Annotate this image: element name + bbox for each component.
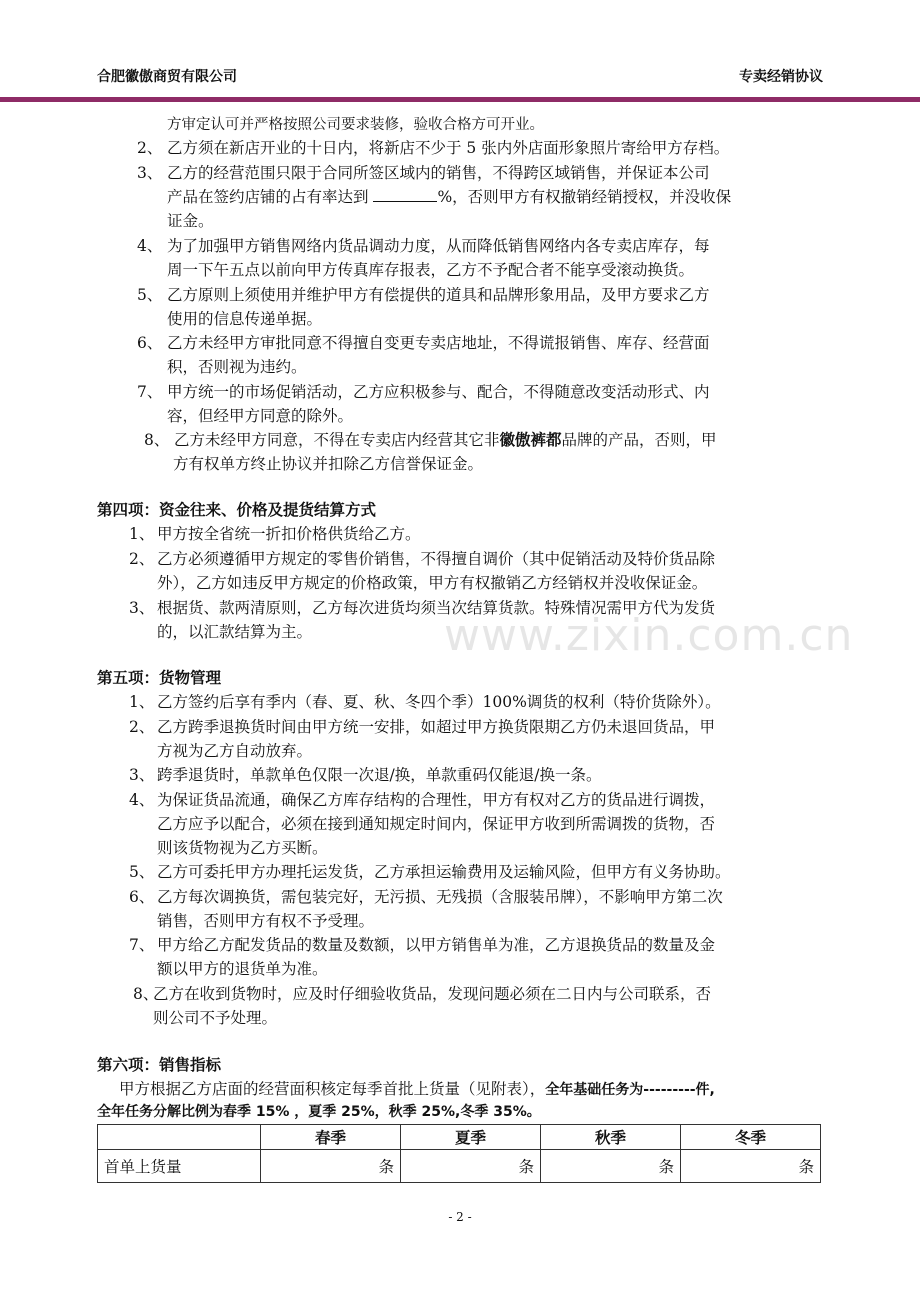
- item-number: 7、: [137, 383, 163, 401]
- item-number: 6、: [129, 888, 155, 906]
- item-text: 乙方在收到货物时，应及时仔细验收货品，发现问题必须在二日内与公司联系，否: [153, 985, 712, 1003]
- item-text: 为保证货品流通，确保乙方库存结构的合理性，甲方有权对乙方的货品进行调拨，: [157, 791, 716, 809]
- sec5-item-4-line-3: 则该货物视为乙方买断。: [157, 839, 328, 857]
- item-6: [0, 332, 920, 354]
- item-number: 3、: [137, 164, 163, 182]
- item-number: 4、: [129, 791, 155, 809]
- item-text: 跨季退货时，单款单色仅限一次退/换，单款重码仅能退/换一条。: [157, 766, 602, 784]
- sec5-item-4: [0, 789, 920, 811]
- item-8-line-2: 方有权单方终止协议并扣除乙方信誉保证金。: [173, 455, 484, 473]
- item-text: 乙方签约后享有季内（春、夏、秋、冬四个季）100%调货的权利（特价货除外）。: [157, 693, 721, 711]
- section-5-heading: 第五项：货物管理: [97, 669, 222, 687]
- item-number: 2、: [129, 718, 155, 736]
- table-cell: 条: [401, 1150, 541, 1183]
- sec5-item-4-line-2: 乙方应予以配合，必须在接到通知规定时间内，保证甲方收到所需调拨的货物，否: [157, 815, 716, 833]
- sec4-item-3-line-2: 的，以汇款结算为主。: [157, 623, 313, 641]
- sec5-item-5: [0, 861, 920, 883]
- item-number: 2、: [137, 139, 163, 157]
- table-row: [98, 1150, 821, 1183]
- item-3-line-2: [0, 186, 920, 208]
- item-number: 2、: [129, 550, 155, 568]
- section-4-heading: 第四项：资金往来、价格及提货结算方式: [97, 501, 377, 519]
- item-4: [0, 235, 920, 257]
- item-text: 为了加强甲方销售网络内货品调动力度，从而降低销售网络内各专卖店库存，每: [167, 237, 710, 255]
- table-header-cell: 夏季: [401, 1125, 541, 1150]
- table-header-cell: 春季: [261, 1125, 401, 1150]
- table-header-cell: 秋季: [541, 1125, 681, 1150]
- header-rule: [0, 97, 920, 102]
- item-text: 乙方的经营范围只限于合同所签区域内的销售，不得跨区域销售，并保证本公司: [167, 164, 710, 182]
- item-4-line-2: 周一下午五点以前向甲方传真库存报表，乙方不予配合者不能享受滚动换货。: [167, 261, 695, 279]
- document-title: 专卖经销协议: [739, 69, 823, 85]
- continuation-line: 方审定认可并严格按照公司要求装修，验收合格方可开业。: [167, 117, 544, 133]
- item-6-line-2: 积，否则视为违约。: [167, 358, 307, 376]
- sec5-item-6-line-2: 销售，否则甲方有权不予受理。: [157, 912, 375, 930]
- item-text: 乙方跨季退换货时间由甲方统一安排，如超过甲方换货限期乙方仍未退回货品，甲: [157, 718, 716, 736]
- paragraph-text: 甲方根据乙方店面的经营面积核定每季首批上货量（见附表），: [119, 1080, 546, 1098]
- sec6-paragraph-line-1: [0, 1078, 920, 1101]
- sec5-item-8-line-2: 则公司不予处理。: [153, 1009, 278, 1027]
- item-text: 乙方每次调换货，需包装完好，无污损、无残损（含服装吊牌），不影响甲方第二次: [157, 888, 723, 906]
- item-3-line-3: 证金。: [167, 212, 214, 230]
- sec5-item-7: [0, 934, 920, 956]
- item-text: 根据货、款两清原则，乙方每次进货均须当次结算货款。特殊情况需甲方代为发货: [157, 599, 716, 617]
- sec4-item-1: [0, 523, 920, 545]
- percentage-blank: [373, 187, 437, 202]
- annual-target-text: 全年基础任务为---------件,: [545, 1082, 715, 1098]
- watermark: www.zixin.com.cn: [444, 610, 854, 661]
- sec5-item-6: [0, 886, 920, 908]
- item-number: 4、: [137, 237, 163, 255]
- table-row-label: 首单上货量: [98, 1150, 261, 1183]
- item-number: 3、: [129, 599, 155, 617]
- sec4-item-2-line-2: 外），乙方如违反甲方规定的价格政策，甲方有权撤销乙方经销权并没收保证金。: [157, 574, 708, 592]
- sec5-item-7-line-2: 额以甲方的退货单为准。: [157, 960, 328, 978]
- quota-table: [97, 1124, 821, 1183]
- table-cell: 条: [541, 1150, 681, 1183]
- sec5-item-2-line-2: 方视为乙方自动放弃。: [157, 742, 313, 760]
- table-header-cell: [98, 1125, 261, 1150]
- item-7: [0, 381, 920, 403]
- table-cell: 条: [261, 1150, 401, 1183]
- sec5-item-3: [0, 764, 920, 786]
- item-text: 乙方必须遵循甲方规定的零售价销售，不得擅自调价（其中促销活动及特价货品除: [157, 550, 716, 568]
- table-header-cell: 冬季: [681, 1125, 821, 1150]
- item-text: 甲方统一的市场促销活动，乙方应积极参与、配合，不得随意改变活动形式、内: [167, 383, 710, 401]
- item-7-line-2: 容，但经甲方同意的除外。: [167, 407, 354, 425]
- item-number: 8、: [133, 985, 159, 1003]
- item-text: 乙方须在新店开业的十日内，将新店不少于 5 张内外店面形象照片寄给甲方存档。: [167, 139, 730, 157]
- section-6-heading: 第六项：销售指标: [97, 1056, 222, 1074]
- brand-name: 徽傲裤都: [499, 430, 562, 449]
- item-8: [0, 429, 920, 451]
- item-text: 乙方未经甲方同意，不得在专卖店内经营其它非: [174, 431, 500, 449]
- item-2: [0, 137, 920, 159]
- item-number: 1、: [129, 525, 155, 543]
- item-number: 5、: [129, 863, 155, 881]
- item-5-line-2: 使用的信息传递单据。: [167, 310, 323, 328]
- table-header-row: [98, 1125, 821, 1150]
- item-number: 1、: [129, 693, 155, 711]
- sec6-paragraph-line-2: 全年任务分解比例为春季 15% ，夏季 25%，秋季 25%,冬季 35%。: [97, 1104, 541, 1120]
- item-5: [0, 284, 920, 306]
- item-text: 甲方给乙方配发货品的数量及数额，以甲方销售单为准，乙方退换货品的数量及金: [157, 936, 716, 954]
- item-number: 3、: [129, 766, 155, 784]
- item-text: 甲方按全省统一折扣价格供货给乙方。: [157, 525, 421, 543]
- item-number: 5、: [137, 286, 163, 304]
- page-header: [97, 64, 823, 88]
- item-text: 乙方原则上须使用并维护甲方有偿提供的道具和品牌形象用品，及甲方要求乙方: [167, 286, 710, 304]
- item-text: 乙方未经甲方审批同意不得擅自变更专卖店地址，不得谎报销售、库存、经营面: [167, 334, 710, 352]
- item-3: [0, 162, 920, 184]
- item-text: %，否则甲方有权撤销经销授权，并没收保: [437, 188, 732, 206]
- item-text: 产品在签约店铺的占有率达到: [167, 188, 374, 206]
- table-cell: 条: [681, 1150, 821, 1183]
- sec5-item-8: [0, 983, 920, 1005]
- sec5-item-2: [0, 716, 920, 738]
- item-text: 品牌的产品，否则，甲: [561, 431, 717, 449]
- item-number: 6、: [137, 334, 163, 352]
- item-number: 7、: [129, 936, 155, 954]
- item-text: 乙方可委托甲方办理托运发货，乙方承担运输费用及运输风险，但甲方有义务协助。: [157, 863, 731, 881]
- sec4-item-2: [0, 548, 920, 570]
- page-number: - 2 -: [448, 1210, 472, 1224]
- company-name: 合肥徽傲商贸有限公司: [97, 69, 237, 85]
- item-number: 8、: [144, 431, 170, 449]
- sec5-item-1: [0, 691, 920, 713]
